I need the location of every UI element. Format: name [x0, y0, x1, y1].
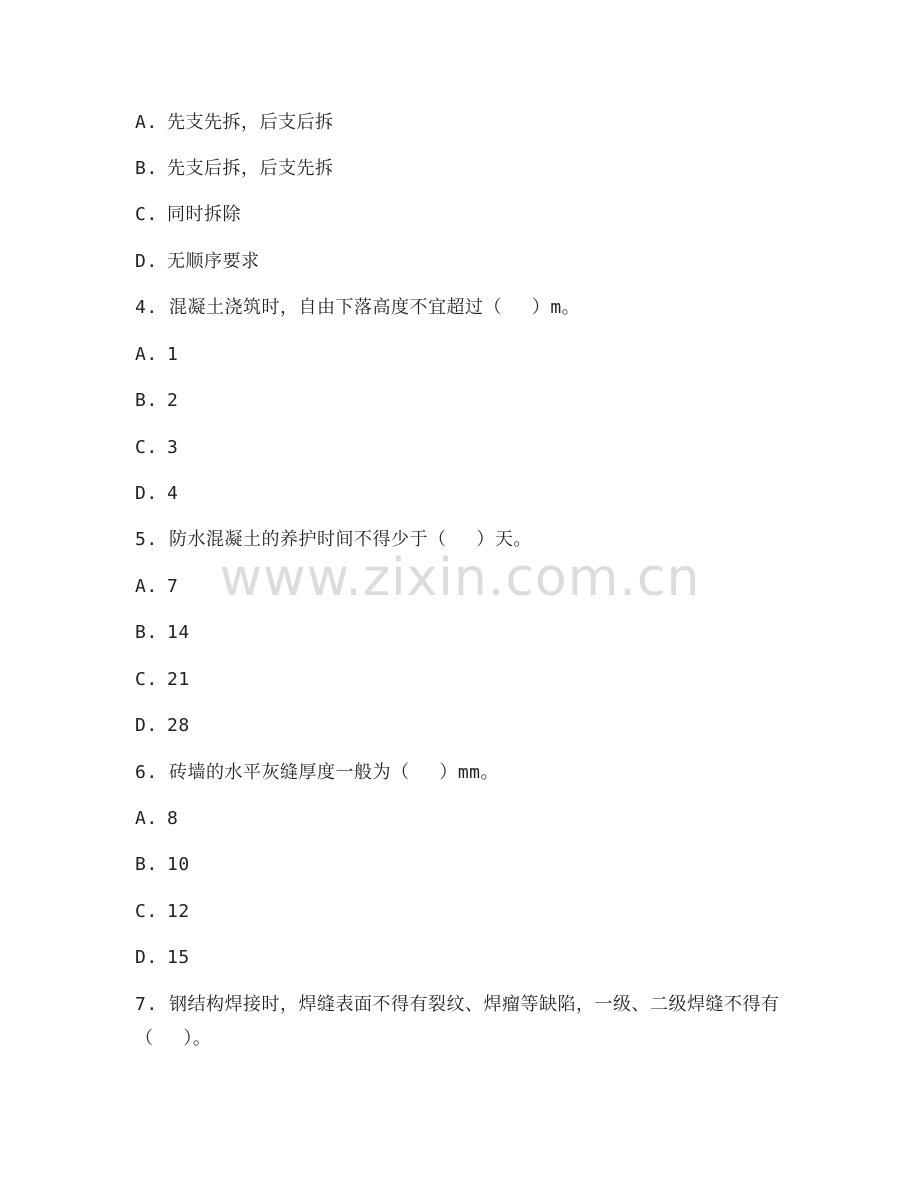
option-item [135, 848, 795, 882]
option-item [135, 477, 795, 511]
option-text: 同时拆除 [167, 204, 241, 225]
option-item [135, 431, 795, 465]
option-item [135, 941, 795, 975]
option-text: 10 [167, 854, 190, 875]
option-text: 8 [167, 808, 179, 829]
option-text: 1 [167, 344, 179, 365]
option-item [135, 802, 795, 836]
option-item [135, 616, 795, 650]
option-label: A. [135, 344, 158, 365]
question-stem: 6. 砖墙的水平灰缝厚度一般为（ ）mm。 [135, 762, 500, 783]
option-text: 无顺序要求 [167, 251, 260, 272]
option-item [135, 338, 795, 372]
option-label: C. [135, 204, 158, 225]
option-label: B. [135, 622, 158, 643]
option-label: C. [135, 669, 158, 690]
option-item [135, 152, 795, 186]
watermark: www.zixin.com.cn [219, 548, 701, 608]
option-item [135, 663, 795, 697]
option-label: D. [135, 483, 158, 504]
option-label: A. [135, 576, 158, 597]
option-label: B. [135, 854, 158, 875]
option-item [135, 198, 795, 232]
option-label: C. [135, 901, 158, 922]
option-text: 12 [167, 901, 190, 922]
option-text: 先支后拆，后支先拆 [167, 158, 334, 179]
option-text: 3 [167, 437, 179, 458]
option-label: B. [135, 158, 158, 179]
option-text: 先支先拆，后支后拆 [167, 112, 334, 133]
option-label: D. [135, 251, 158, 272]
option-text: 28 [167, 715, 190, 736]
option-text: 14 [167, 622, 190, 643]
option-item [135, 709, 795, 743]
question-stem: 5. 防水混凝土的养护时间不得少于（ ）天。 [135, 529, 532, 550]
question-stem: 4. 混凝土浇筑时，自由下落高度不宜超过（ ）m。 [135, 297, 581, 318]
option-item [135, 245, 795, 279]
option-label: A. [135, 808, 158, 829]
option-item [135, 895, 795, 929]
option-label: D. [135, 947, 158, 968]
option-text: 15 [167, 947, 190, 968]
option-text: 2 [167, 390, 179, 411]
option-text: 21 [167, 669, 190, 690]
option-label: B. [135, 390, 158, 411]
option-text: 4 [167, 483, 179, 504]
option-text: 7 [167, 576, 179, 597]
option-item [135, 106, 795, 140]
option-label: C. [135, 437, 158, 458]
option-label: A. [135, 112, 158, 133]
option-item [135, 384, 795, 418]
question-stem: 7. 钢结构焊接时，焊缝表面不得有裂纹、焊瘤等缺陷，一级、二级焊缝不得有（ ）。 [135, 994, 780, 1049]
option-label: D. [135, 715, 158, 736]
